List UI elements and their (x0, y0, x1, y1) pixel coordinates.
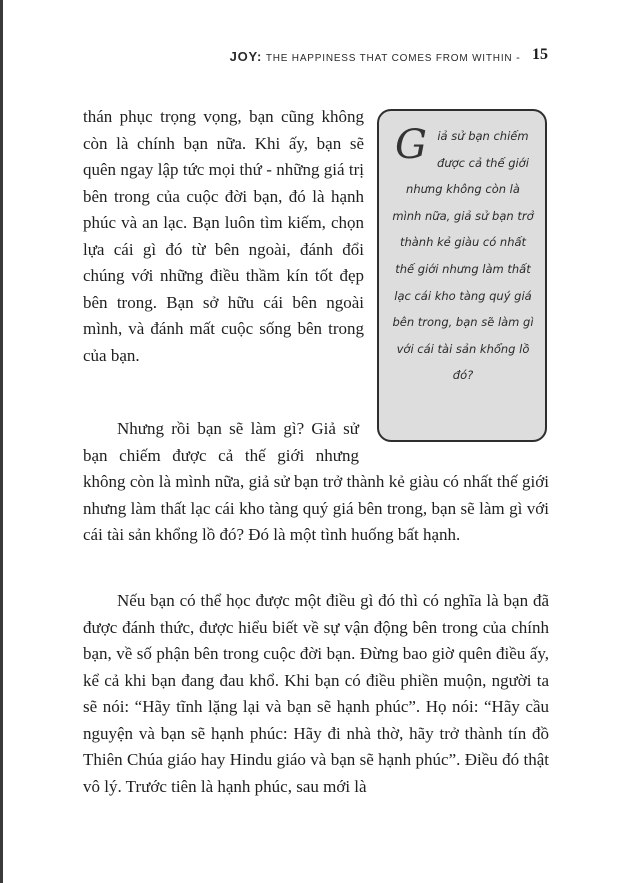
header-separator: - (516, 52, 521, 64)
page-edge-rule (0, 0, 3, 883)
running-header (230, 49, 548, 64)
pull-quote-wrap-spacer (359, 416, 549, 469)
body-paragraph-3: Nếu bạn có thể học được một điều gì đó thì có nghĩa là bạn đã được đánh thức, được hiểu biết về sự vận động bên trong của chính bạn, về số phận bên trong cuộc đời bạn. Đừng bao giờ quên điều ấy, kể cả khi bạn đang đau khổ. Khi bạn có điều phiền muộn, người ta sẽ nói: “Hãy tĩnh lặng lại và bạn sẽ hạnh phúc”. Họ nói: “Hãy cầu nguyện và bạn sẽ hạnh phúc: Hãy đi nhà thờ, hãy trở thành tín đồ Thiên Chúa giáo hay Hindu giáo và bạn sẽ hạnh phúc”. Điều đó thật vô lý. Trước tiên là hạnh phúc, sau mới là (83, 591, 549, 796)
body-paragraph-2-text: Nhưng rồi bạn sẽ làm gì? Giả sử bạn chiếm được cả thế giới nhưng không còn là mình nữa, giả sử bạn trở thành kẻ giàu có nhất thế giới nhưng làm thất lạc cái kho tàng quý giá bên trong, bạn sẽ làm gì với cái tài sản khổng lồ đó? Đó là một tình huống bất hạnh. (83, 419, 549, 544)
pull-quote-drop-cap: G (395, 122, 427, 168)
body-paragraph-1: thán phục trọng vọng, bạn cũng không còn là chính bạn nữa. Khi ấy, bạn sẽ quên ngay lập tức mọi thứ - những giá trị bên trong của cuộc đời bạn, đó là hạnh phúc và an lạc. Bạn luôn tìm kiếm, chọn lựa cái gì đó từ bên ngoài, đánh đổi chúng với những điều thầm kín tốt đẹp bên trong. Bạn sở hữu cái bên ngoài mình, và đánh mất cuộc sống bên trong của bạn. (83, 107, 364, 365)
page-number: 15 (532, 46, 548, 63)
pull-quote-text: iả sử bạn chiếm được cả thế giới nhưng không còn là mình nữa, giả sử bạn trở thành kẻ giàu có nhất thế giới nhưng làm thất lạc cái kho tàng quý giá bên trong, bạn sẽ làm gì với cái tài sản khổng lồ đó? (392, 129, 534, 383)
pull-quote-box (377, 109, 547, 442)
body-paragraph-2 (83, 416, 549, 549)
header-subtitle: THE HAPPINESS THAT COMES FROM WITHIN (265, 53, 513, 64)
header-joy: JOY: (229, 49, 263, 64)
